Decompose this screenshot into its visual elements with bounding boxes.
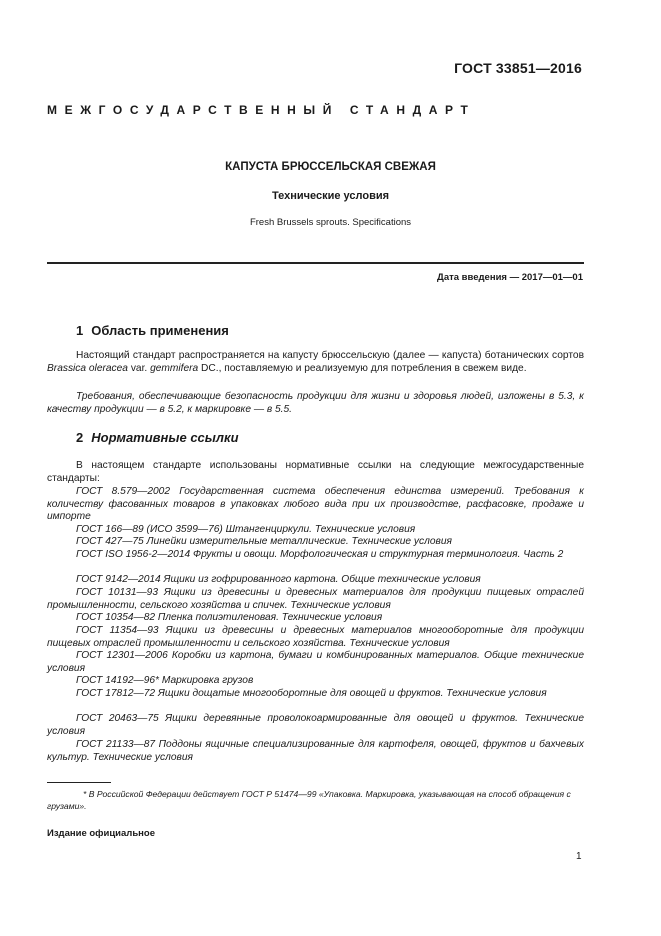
footnote: [47, 789, 584, 812]
section-2-heading: [76, 430, 239, 445]
section-2-intro: [47, 460, 584, 485]
reference-item: ГОСТ 166—89 (ИСО 3599—76) Штангенциркули. Технические условия: [76, 524, 416, 535]
reference-item: ГОСТ 10131—93 Ящики из древесины и древесных материалов для продукции пищевых отраслей промышленности, сельского хозяйства и спичек. Технические условия: [47, 587, 584, 611]
reference-item: ГОСТ 12301—2006 Коробки из картона, бумаги и комбинированных материалов. Общие технические условия: [47, 650, 584, 674]
document-title: КАПУСТА БРЮССЕЛЬСКАЯ СВЕЖАЯ: [225, 161, 436, 173]
reference-item: ГОСТ 17812—72 Ящики дощатые многооборотные для овощей и фруктов. Технические условия: [76, 688, 547, 699]
section-title: Нормативные ссылки: [91, 430, 239, 445]
edition-label: Издание официальное: [47, 828, 155, 839]
page-number: 1: [576, 851, 582, 862]
reference-item: ГОСТ 10354—82 Пленка полиэтиленовая. Технические условия: [76, 612, 383, 623]
section-number: 1: [76, 323, 84, 338]
variety-name: gemmifera: [150, 362, 199, 374]
paragraph-text: В настоящем стандарте использованы нормативные ссылки на следующие межгосударственные стандарты:: [47, 460, 584, 484]
english-title: Fresh Brussels sprouts. Specifications: [249, 217, 412, 228]
paragraph-text: Настоящий стандарт распространяется на капусту брюссельскую (далее — капуста) ботанических сортов: [76, 350, 584, 361]
section-title: Область применения: [91, 323, 229, 338]
footnote-divider: [47, 782, 111, 783]
header-divider: [47, 262, 584, 264]
reference-item: ГОСТ ISO 1956-2—2014 Фрукты и овощи. Морфологическая и структурная терминология. Часть 2: [76, 549, 564, 560]
interstate-standard-label: МЕЖГОСУДАРСТВЕННЫЙ СТАНДАРТ: [47, 103, 476, 117]
introduction-date: Дата введения — 2017—01—01: [437, 272, 583, 283]
paragraph-text: var.: [127, 362, 151, 374]
reference-item: ГОСТ 9142—2014 Ящики из гофрированного картона. Общие технические условия: [76, 574, 481, 585]
reference-item: ГОСТ 427—75 Линейки измерительные металлические. Технические условия: [76, 536, 452, 547]
section-1-heading: [76, 323, 229, 338]
reference-item: ГОСТ 21133—87 Поддоны ящичные специализированные для картофеля, овощей, фруктов и бахчевых культур. Технические условия: [47, 739, 584, 763]
paragraph-text: DC., поставляемую и реализуемую для потребления в свежем виде.: [198, 362, 527, 374]
section-number: 2: [76, 430, 84, 445]
species-name: Brassica oleracea: [47, 362, 128, 374]
section-1-paragraph-1: [47, 350, 584, 375]
standard-id: ГОСТ 33851—2016: [454, 60, 582, 76]
document-subtitle: Технические условия: [271, 190, 390, 202]
reference-item: ГОСТ 20463—75 Ящики деревянные проволокоармированные для овощей и фруктов. Технические условия: [47, 713, 584, 737]
reference-item: ГОСТ 11354—93 Ящики из древесины и древесных материалов многооборотные для продукции пищевых отраслей промышленности и сельского хозяйства. Технические условия: [47, 625, 584, 649]
paragraph-text: Требования, обеспечивающие безопасность продукции для жизни и здоровья людей, изложены в 5.3, к качеству продукции — в 5.2, к маркировке — в 5.5.: [47, 391, 584, 415]
section-1-paragraph-2: [47, 391, 584, 416]
reference-item: ГОСТ 8.579—2002 Государственная система обеспечения единства измерений. Требования к количеству фасованных товаров в упаковках любого вида при их производстве, расфасовке, продаже и импорте: [47, 486, 584, 523]
reference-item: ГОСТ 14192—96* Маркировка грузов: [76, 675, 254, 686]
footnote-text: * В Российской Федерации действует ГОСТ Р 51474—99 «Упаковка. Маркировка, указывающая на способ обращения с грузами».: [47, 789, 571, 811]
